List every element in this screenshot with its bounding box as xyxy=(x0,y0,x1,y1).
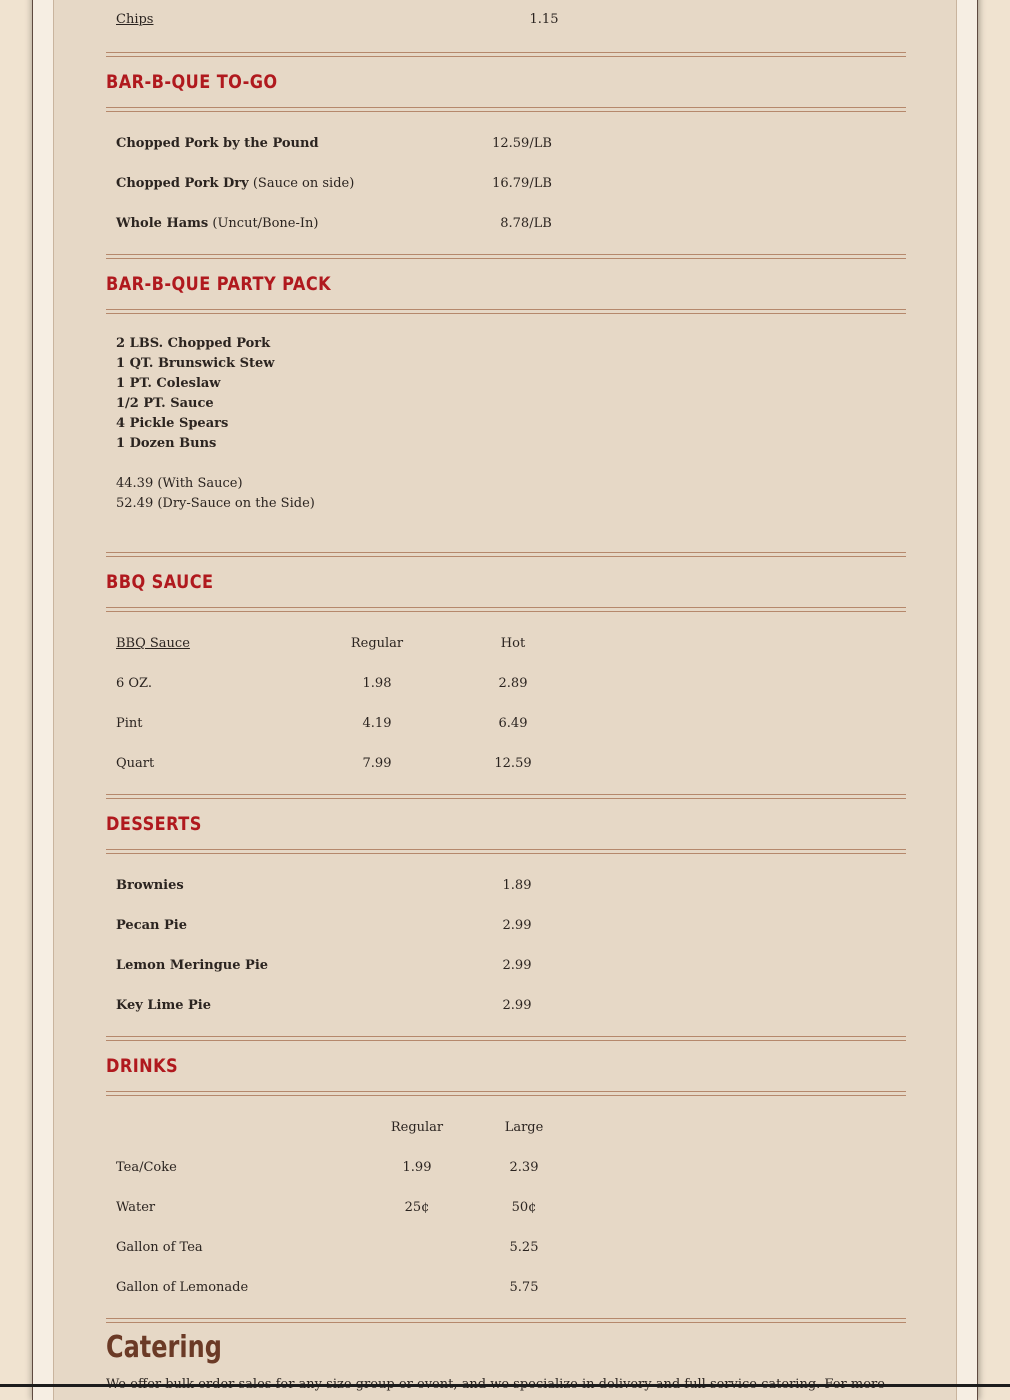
item-price: 2.99 xyxy=(502,998,532,1013)
price-regular: 25¢ xyxy=(404,1200,430,1215)
item-price: 8.78/LB xyxy=(500,216,552,231)
menu-item xyxy=(106,866,906,906)
item-name: Brownies xyxy=(116,878,184,893)
menu-item xyxy=(106,124,906,164)
menu-item-chips xyxy=(106,0,906,40)
menu-panel xyxy=(53,0,957,1400)
pack-line: 4 Pickle Spears xyxy=(116,416,229,431)
item-name: Whole Hams xyxy=(116,216,209,231)
menu-content xyxy=(106,0,906,1392)
item-name: Chopped Pork by the Pound xyxy=(116,136,319,151)
column-header: BBQ Sauce xyxy=(116,636,190,651)
price-large: 2.39 xyxy=(509,1160,539,1175)
item-name: Chopped Pork Dry xyxy=(116,176,249,191)
column-header: Regular xyxy=(350,636,404,651)
price-large: 50¢ xyxy=(511,1200,537,1215)
sauce-header-row xyxy=(106,624,906,664)
drink-row xyxy=(106,1148,906,1188)
column-header: Large xyxy=(504,1120,544,1135)
section-title-bbq-sauce: BBQ SAUCE xyxy=(106,571,214,593)
item-price: 12.59/LB xyxy=(492,136,552,151)
sauce-size: 6 OZ. xyxy=(116,676,152,691)
catering-title: Catering xyxy=(106,1330,222,1365)
item-price: 1.89 xyxy=(502,878,532,893)
menu-item xyxy=(106,946,906,986)
section-title-drinks: DRINKS xyxy=(106,1055,179,1077)
menu-item xyxy=(106,906,906,946)
item-note: (Uncut/Bone-In) xyxy=(212,216,319,231)
item-price: 16.79/LB xyxy=(492,176,552,191)
price-regular: 7.99 xyxy=(362,756,392,771)
price-regular: 4.19 xyxy=(362,716,392,731)
sauce-row xyxy=(106,744,906,784)
drink-name: Tea/Coke xyxy=(116,1160,177,1175)
menu-item xyxy=(106,204,906,244)
pack-line: 1/2 PT. Sauce xyxy=(116,396,214,411)
drink-name: Water xyxy=(116,1200,156,1215)
column-header: Hot xyxy=(500,636,526,651)
pack-line: 2 LBS. Chopped Pork xyxy=(116,336,271,351)
pack-price: 52.49 (Dry-Sauce on the Side) xyxy=(116,496,315,511)
drink-name: Gallon of Tea xyxy=(116,1240,203,1255)
menu-item xyxy=(106,986,906,1026)
price-large: 5.25 xyxy=(509,1240,539,1255)
drink-row xyxy=(106,1188,906,1228)
drink-row xyxy=(106,1228,906,1268)
drinks-header-row xyxy=(106,1108,906,1148)
sauce-row xyxy=(106,664,906,704)
sauce-size: Quart xyxy=(116,756,155,771)
pack-price: 44.39 (With Sauce) xyxy=(116,476,243,491)
pack-line: 1 QT. Brunswick Stew xyxy=(116,356,275,371)
section-title-togo: BAR-B-QUE TO-GO xyxy=(106,71,278,93)
price-hot: 12.59 xyxy=(494,756,532,771)
price-hot: 6.49 xyxy=(498,716,528,731)
item-name: Key Lime Pie xyxy=(116,998,211,1013)
section-title-desserts: DESSERTS xyxy=(106,813,202,835)
price-regular: 1.99 xyxy=(402,1160,432,1175)
sauce-row xyxy=(106,704,906,744)
drink-name: Gallon of Lemonade xyxy=(116,1280,249,1295)
party-pack-contents xyxy=(106,314,906,514)
item-price: 1.15 xyxy=(529,12,559,27)
menu-item xyxy=(106,164,906,204)
item-name: Pecan Pie xyxy=(116,918,187,933)
drink-row xyxy=(106,1268,906,1308)
price-hot: 2.89 xyxy=(498,676,528,691)
item-price: 2.99 xyxy=(502,958,532,973)
item-note: (Sauce on side) xyxy=(252,176,355,191)
page-frame xyxy=(32,0,978,1400)
column-header: Regular xyxy=(390,1120,444,1135)
section-title-party-pack: BAR-B-QUE PARTY PACK xyxy=(106,273,332,295)
price-regular: 1.98 xyxy=(362,676,392,691)
price-large: 5.75 xyxy=(509,1280,539,1295)
item-name: Lemon Meringue Pie xyxy=(116,958,269,973)
pack-line: 1 Dozen Buns xyxy=(116,436,217,451)
pack-line: 1 PT. Coleslaw xyxy=(116,376,221,391)
item-name: Chips xyxy=(116,12,154,27)
sauce-size: Pint xyxy=(116,716,143,731)
item-price: 2.99 xyxy=(502,918,532,933)
